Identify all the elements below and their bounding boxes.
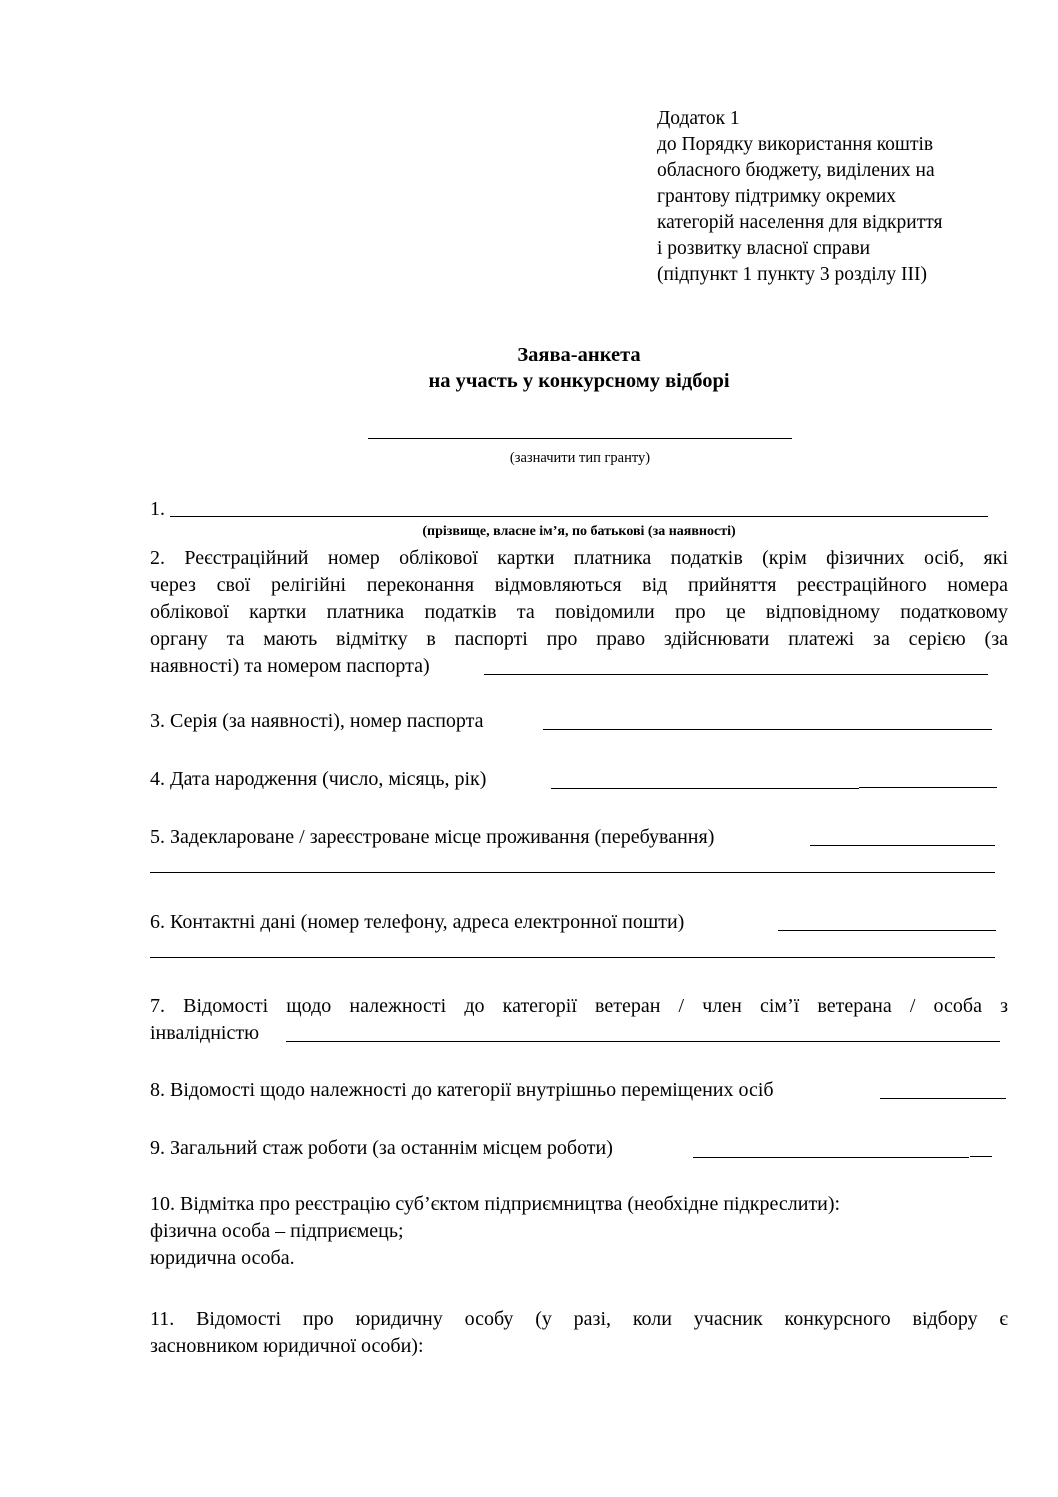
appendix-line: до Порядку використання коштів xyxy=(657,134,934,155)
contact-field-line-2[interactable] xyxy=(150,957,995,958)
field-10-label: 10. Відмітка про реєстрацію суб’єктом підприємництва (необхідне підкреслити): xyxy=(150,1193,841,1215)
field-9-label: 9. Загальний стаж роботи (за останнім місцем роботи) xyxy=(150,1137,613,1159)
appendix-line: грантову підтримку окремих xyxy=(657,186,897,207)
appendix-header xyxy=(657,106,1037,288)
residence-field[interactable] xyxy=(810,845,995,846)
page-title: Заява-анкета xyxy=(517,344,641,366)
field-3-label: 3. Серія (за наявності), номер паспорта xyxy=(150,710,484,732)
field-4-label: 4. Дата народження (число, місяць, рік) xyxy=(150,768,487,790)
birth-date-field-extension[interactable] xyxy=(859,787,997,788)
appendix-line: Додаток 1 xyxy=(657,108,740,129)
field-7-text-line: інвалідністю xyxy=(150,1022,260,1044)
field-2-text-line: 2. Реєстраційний номер облікової картки платника податків (крім фізичних осіб, які xyxy=(150,547,1008,569)
veteran-status-field[interactable] xyxy=(286,1041,1000,1042)
residence-field-line-2[interactable] xyxy=(150,872,995,873)
field-2-text-line: через свої релігійні переконання відмовляються від прийняття реєстраційного номера xyxy=(150,574,1008,596)
idp-status-field[interactable] xyxy=(880,1098,1006,1099)
field-6-label: 6. Контактні дані (номер телефону, адреса електронної пошти) xyxy=(150,911,685,933)
entrepreneur-option-individual[interactable]: фізична особа – підприємець; xyxy=(150,1220,404,1242)
full-name-hint: (прізвище, власне ім’я, по батькові (за наявності) xyxy=(422,524,736,539)
work-experience-field[interactable] xyxy=(693,1157,969,1158)
work-experience-field-extension[interactable] xyxy=(970,1156,992,1157)
grant-type-hint: (зазначити тип гранту) xyxy=(509,450,651,466)
appendix-line: обласного бюджету, виділених на xyxy=(657,160,935,181)
passport-number-field[interactable] xyxy=(543,729,992,730)
field-11-text-line: 11. Відомості про юридичну особу (у разі, коли учасник конкурсного відбору є xyxy=(150,1308,1008,1330)
entrepreneur-option-legal-entity[interactable]: юридична особа. xyxy=(150,1247,295,1269)
birth-date-field[interactable] xyxy=(551,788,859,789)
full-name-field[interactable] xyxy=(170,516,988,517)
contact-field[interactable] xyxy=(778,930,996,931)
field-7-text-line: 7. Відомості щодо належності до категорії ветеран / член сім’ї ветерана / особа з xyxy=(150,995,1008,1017)
tax-number-field[interactable] xyxy=(484,674,988,675)
appendix-line: і розвитку власної справи xyxy=(657,238,871,259)
field-1-label: 1. xyxy=(150,498,165,520)
appendix-line: категорій населення для відкриття xyxy=(657,212,943,233)
field-2-text-line: облікової картки платника податків та повідомили про це відповідному податковому xyxy=(150,601,1008,623)
field-8-label: 8. Відомості щодо належності до категорії внутрішньо переміщених осіб xyxy=(150,1079,774,1101)
field-11-text-line: засновником юридичної особи): xyxy=(150,1335,424,1357)
page-subtitle: на участь у конкурсному відборі xyxy=(428,370,730,392)
appendix-line: (підпункт 1 пункту 3 розділу ІІІ) xyxy=(657,264,928,285)
field-2-text-line: наявності) та номером паспорта) xyxy=(150,655,430,677)
grant-type-field[interactable] xyxy=(368,438,792,439)
field-5-label: 5. Задекларoване / зареєстроване місце проживання (перебування) xyxy=(150,826,715,848)
field-2-text-line: органу та мають відмітку в паспорті про право здійснювати платежі за серією (за xyxy=(150,628,1008,650)
